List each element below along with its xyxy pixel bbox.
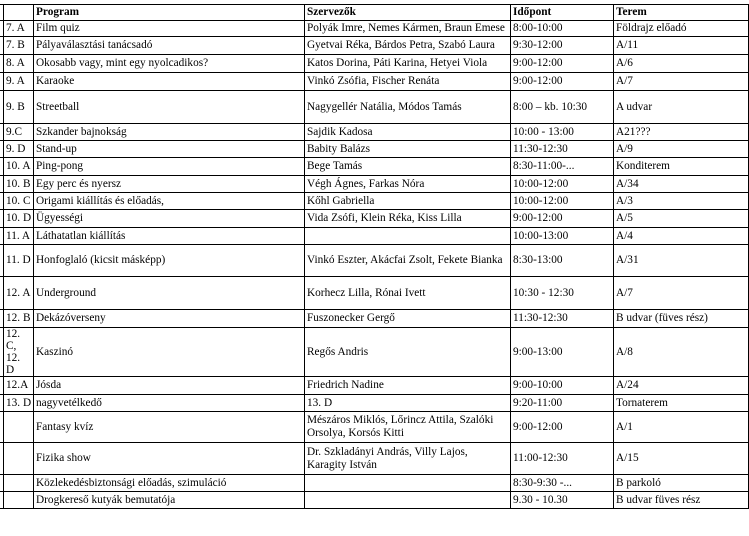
- table-row: [0, 124, 749, 141]
- table-row: [0, 245, 749, 277]
- table-row: [0, 91, 749, 124]
- room-cell: A/34: [614, 176, 749, 193]
- room-cell: B udvar (füves rész): [614, 310, 749, 328]
- class-cell: 12. A: [4, 277, 34, 310]
- room-cell: A/24: [614, 377, 749, 395]
- organizers-cell: Vinkó Zsófia, Fischer Renáta: [305, 73, 511, 91]
- header-szervezok: Szervezők: [305, 5, 511, 21]
- table-row: [0, 73, 749, 91]
- class-cell: 11. A: [4, 228, 34, 245]
- organizers-cell: Friedrich Nadine: [305, 377, 511, 395]
- table-row: [0, 475, 749, 492]
- program-cell: nagyvetélkedő: [34, 395, 305, 412]
- time-cell: 9.30 - 10.30: [511, 492, 614, 509]
- header-program: Program: [34, 5, 305, 21]
- class-cell: 11. D: [4, 245, 34, 277]
- table-row: [0, 141, 749, 158]
- time-cell: 10:00 - 13:00: [511, 124, 614, 141]
- time-cell: 11:00-12:30: [511, 443, 614, 475]
- room-cell: A/7: [614, 277, 749, 310]
- time-cell: 10:00-12:00: [511, 176, 614, 193]
- time-cell: 8:30-13:00: [511, 245, 614, 277]
- organizers-cell: Regős Andris: [305, 328, 511, 377]
- room-cell: A/5: [614, 210, 749, 228]
- program-cell: Stand-up: [34, 141, 305, 158]
- class-cell: 7. A: [4, 21, 34, 37]
- organizers-cell: Gyetvai Réka, Bárdos Petra, Szabó Laura: [305, 37, 511, 55]
- program-cell: Origami kiállítás és előadás,: [34, 193, 305, 210]
- class-cell: [4, 412, 34, 443]
- program-cell: Fizika show: [34, 443, 305, 475]
- time-cell: 10:00-13:00: [511, 228, 614, 245]
- table-row: [0, 310, 749, 328]
- room-cell: Tornaterem: [614, 395, 749, 412]
- organizers-cell: Dr. Szkladányi András, Villy Lajos, Karagity István: [305, 443, 511, 475]
- time-cell: 9:20-11:00: [511, 395, 614, 412]
- class-cell: 8. A: [4, 55, 34, 73]
- organizers-cell: Fuszonecker Gergő: [305, 310, 511, 328]
- room-cell: Földrajz előadó: [614, 21, 749, 37]
- room-cell: A21???: [614, 124, 749, 141]
- program-cell: Okosabb vagy, mint egy nyolcadikos?: [34, 55, 305, 73]
- class-cell: 12.A: [4, 377, 34, 395]
- time-cell: 9:30-12:00: [511, 37, 614, 55]
- class-cell: 10. A: [4, 158, 34, 176]
- organizers-cell: Korhecz Lilla, Rónai Ivett: [305, 277, 511, 310]
- organizers-cell: Kőhl Gabriella: [305, 193, 511, 210]
- organizers-cell: Nagygellér Natália, Módos Tamás: [305, 91, 511, 124]
- class-cell: 9. D: [4, 141, 34, 158]
- class-cell: 10. C: [4, 193, 34, 210]
- table-row: [0, 412, 749, 443]
- table-row: [0, 377, 749, 395]
- table-body: [0, 21, 749, 509]
- organizers-cell: Vinkó Eszter, Akácfai Zsolt, Fekete Bianka: [305, 245, 511, 277]
- program-cell: Karaoke: [34, 73, 305, 91]
- organizers-cell: 13. D: [305, 395, 511, 412]
- organizers-cell: [305, 475, 511, 492]
- header-idopont: Időpont: [511, 5, 614, 21]
- organizers-cell: Sajdik Kadosa: [305, 124, 511, 141]
- program-cell: Ügyességi: [34, 210, 305, 228]
- time-cell: 8:30-9:30 -...: [511, 475, 614, 492]
- organizers-cell: Polyák Imre, Nemes Kármen, Braun Emese: [305, 21, 511, 37]
- program-cell: Underground: [34, 277, 305, 310]
- class-cell: [4, 475, 34, 492]
- program-cell: Streetball: [34, 91, 305, 124]
- table-row: [0, 443, 749, 475]
- header-class: [4, 5, 34, 21]
- room-cell: A/7: [614, 73, 749, 91]
- room-cell: B udvar füves rész: [614, 492, 749, 509]
- table-row: [0, 176, 749, 193]
- organizers-cell: [305, 228, 511, 245]
- program-cell: Kaszinó: [34, 328, 305, 377]
- program-cell: Közlekedésbiztonsági előadás, szimuláció: [34, 475, 305, 492]
- time-cell: 10:00-12:00: [511, 193, 614, 210]
- class-cell: 9. A: [4, 73, 34, 91]
- table-row: [0, 210, 749, 228]
- time-cell: 9:00-10:00: [511, 377, 614, 395]
- table-row: [0, 492, 749, 509]
- table-row: [0, 37, 749, 55]
- time-cell: 8:30-11:00-...: [511, 158, 614, 176]
- class-cell: 10. B: [4, 176, 34, 193]
- room-cell: A/4: [614, 228, 749, 245]
- class-cell: 12. B: [4, 310, 34, 328]
- organizers-cell: Bege Tamás: [305, 158, 511, 176]
- room-cell: A/31: [614, 245, 749, 277]
- program-cell: Pályaválasztási tanácsadó: [34, 37, 305, 55]
- program-cell: Láthatatlan kiállítás: [34, 228, 305, 245]
- program-cell: Dekázóverseny: [34, 310, 305, 328]
- room-cell: A/11: [614, 37, 749, 55]
- program-cell: Fantasy kvíz: [34, 412, 305, 443]
- class-cell: 9.C: [4, 124, 34, 141]
- organizers-cell: Végh Ágnes, Farkas Nóra: [305, 176, 511, 193]
- organizers-cell: Vida Zsófi, Klein Réka, Kiss Lilla: [305, 210, 511, 228]
- program-cell: Film quiz: [34, 21, 305, 37]
- table-row: [0, 228, 749, 245]
- table-row: [0, 328, 749, 377]
- time-cell: 10:30 - 12:30: [511, 277, 614, 310]
- room-cell: A/15: [614, 443, 749, 475]
- class-cell: [4, 492, 34, 509]
- room-cell: A/3: [614, 193, 749, 210]
- program-cell: Drogkereső kutyák bemutatója: [34, 492, 305, 509]
- program-cell: Szkander bajnokság: [34, 124, 305, 141]
- time-cell: 8:00 – kb. 10:30: [511, 91, 614, 124]
- class-cell: 9. B: [4, 91, 34, 124]
- table-row: [0, 55, 749, 73]
- table-row: [0, 158, 749, 176]
- table-row: [0, 277, 749, 310]
- room-cell: A udvar: [614, 91, 749, 124]
- room-cell: A/9: [614, 141, 749, 158]
- program-table: [0, 4, 749, 509]
- time-cell: 11:30-12:30: [511, 310, 614, 328]
- room-cell: Konditerem: [614, 158, 749, 176]
- class-cell: 10. D: [4, 210, 34, 228]
- class-cell: 12. C, 12. D: [4, 328, 34, 377]
- table-row: [0, 395, 749, 412]
- organizers-cell: Katos Dorina, Páti Karina, Hetyei Viola: [305, 55, 511, 73]
- program-cell: Honfoglaló (kicsit másképp): [34, 245, 305, 277]
- time-cell: 9:00-12:00: [511, 412, 614, 443]
- time-cell: 11:30-12:30: [511, 141, 614, 158]
- program-cell: Egy perc és nyersz: [34, 176, 305, 193]
- organizers-cell: Mészáros Miklós, Lőrincz Attila, Szalóki Orsolya, Korsós Kitti: [305, 412, 511, 443]
- class-cell: 13. D: [4, 395, 34, 412]
- time-cell: 9:00-12:00: [511, 55, 614, 73]
- program-cell: Jósda: [34, 377, 305, 395]
- table-row: [0, 193, 749, 210]
- room-cell: A/8: [614, 328, 749, 377]
- table-row: [0, 21, 749, 37]
- room-cell: A/6: [614, 55, 749, 73]
- header-terem: Terem: [614, 5, 749, 21]
- room-cell: B parkoló: [614, 475, 749, 492]
- organizers-cell: [305, 492, 511, 509]
- class-cell: [4, 443, 34, 475]
- time-cell: 8:00-10:00: [511, 21, 614, 37]
- time-cell: 9:00-12:00: [511, 210, 614, 228]
- table-header-row: [0, 5, 749, 21]
- room-cell: A/1: [614, 412, 749, 443]
- program-cell: Ping-pong: [34, 158, 305, 176]
- time-cell: 9:00-13:00: [511, 328, 614, 377]
- class-cell: 7. B: [4, 37, 34, 55]
- organizers-cell: Babity Balázs: [305, 141, 511, 158]
- time-cell: 9:00-12:00: [511, 73, 614, 91]
